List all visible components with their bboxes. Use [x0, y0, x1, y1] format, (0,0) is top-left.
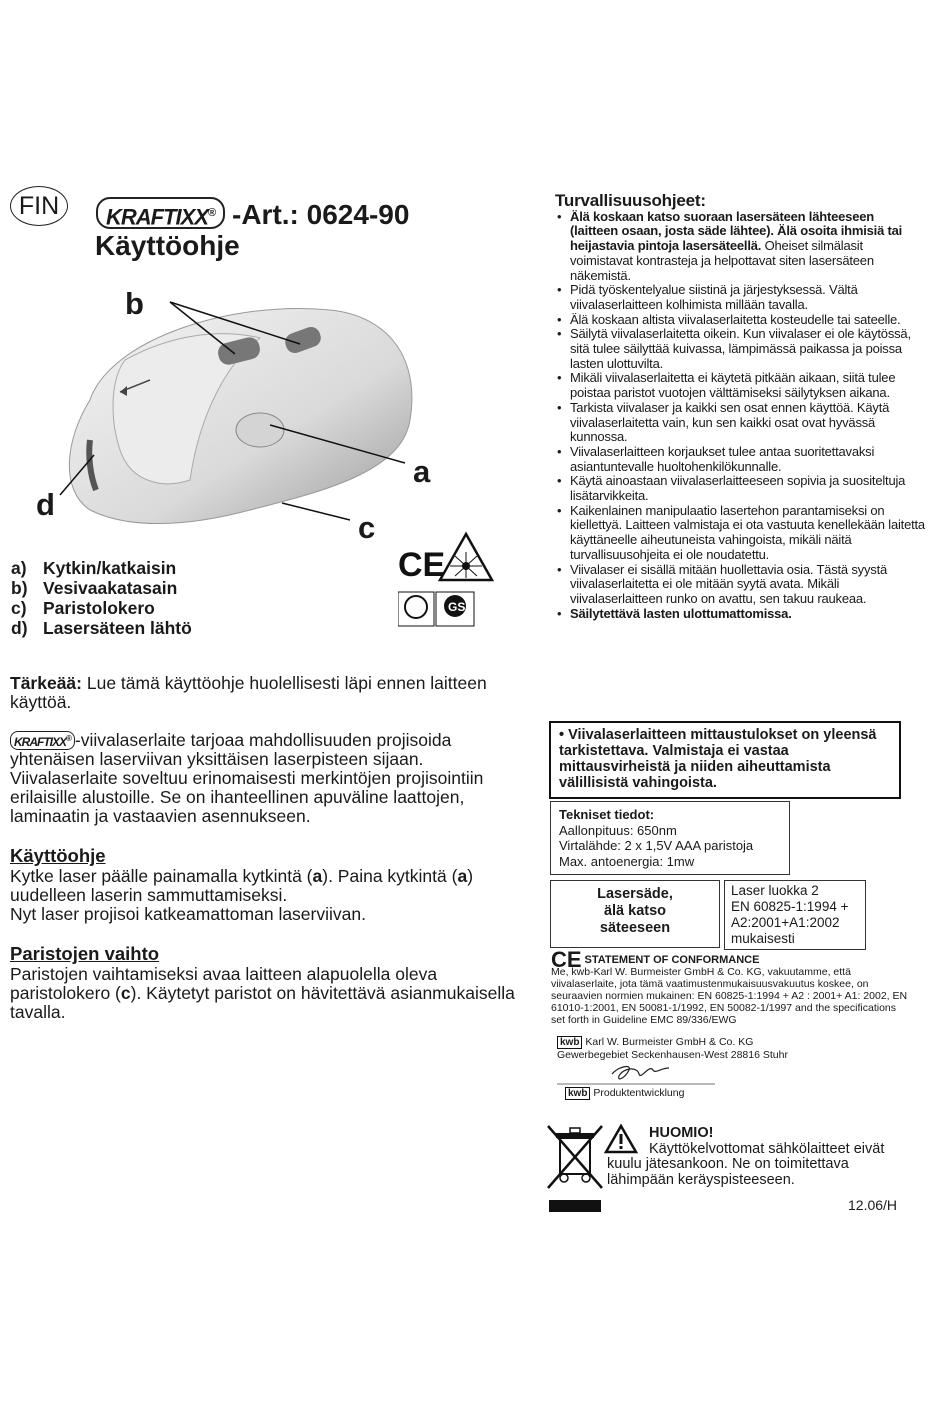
- parts-list: [11, 558, 192, 638]
- description: [10, 731, 530, 826]
- laser-warning-box: Lasersäde, älä katso säteeseen: [550, 880, 720, 948]
- safety-item: • Tarkista viivalaser ja kaikki sen osat ennen käyttöä. Käytä viivalaserlaitetta vain, kun sen kaikki osat ovat hyvässä kunnossa.: [555, 401, 925, 445]
- safety-item: • Mikäli viivalaserlaitetta ei käytetä pitkään aikaan, siitä tulee poistaa paristot vuotojen välttämiseksi säilytyksen aikana.: [555, 371, 925, 400]
- parts-key: b): [11, 578, 28, 598]
- callout-d: d: [36, 487, 55, 522]
- safety-item: • Käytä ainoastaan viivalaserlaitteeseen sopivia ja suositeltuja lisätarvikkeita.: [555, 474, 925, 503]
- callout-a: a: [413, 454, 431, 489]
- safety-item: • Älä koskaan altista viivalaserlaitetta kosteudelle tai sateelle.: [555, 313, 925, 328]
- parts-key: a): [11, 558, 27, 578]
- disposal-notice: [607, 1126, 887, 1188]
- callout-b: b: [125, 286, 144, 321]
- brand-name: KRAFTIXX: [106, 204, 208, 230]
- ce-mark: CE: [398, 546, 446, 584]
- signature: [557, 1060, 717, 1088]
- brand-logo-inline: [10, 731, 75, 750]
- safety-item: • Älä koskaan katso suoraan lasersäteen lähteeseen (laitteen osaan, josta säde lähtee). Älä osoita ihmisiä tai heijastavia pintoja lasersäteellä. Oheiset silmälasit voimistavat kontrasteja ja helpottavat siten lasersäteen näkemistä.: [555, 210, 925, 284]
- parts-item: [11, 598, 192, 618]
- safety-item: • Säilytä viivalaserlaitetta oikein. Kun viivalaser ei ole käytössä, sitä tulee säilyttää kuivassa, lämpimässä paikassa ja poissa lasten ulottuvilta.: [555, 327, 925, 371]
- usage-heading: Käyttöohje: [10, 845, 106, 866]
- safety-item: • Viivalaserlaitteen korjaukset tulee antaa suoritettavaksi asiantuntevalle huoltohenkilökunnalle.: [555, 445, 925, 474]
- kwb-logo: kwb: [557, 1036, 582, 1049]
- parts-label: Vesivaakatasain: [43, 578, 178, 598]
- brand-name: KRAFTIXX: [14, 735, 66, 749]
- technical-data-line: Aallonpituus: 650nm: [559, 822, 677, 838]
- parts-label: Kytkin/katkaisin: [43, 558, 177, 578]
- company-address: kwb Karl W. Burmeister GmbH & Co. KG Gewerbegebiet Seckenhausen-West 28816 Stuhr: [557, 1036, 788, 1061]
- important-label: Tärkeää:: [10, 673, 82, 693]
- parts-label: Lasersäteen lähtö: [43, 618, 192, 638]
- instructions-column: [10, 674, 530, 1022]
- parts-item: [11, 578, 192, 598]
- parts-key: c): [11, 598, 27, 618]
- registered-mark: ®: [66, 734, 71, 743]
- kwb-logo: kwb: [565, 1087, 590, 1100]
- department: kwb Produktentwicklung: [565, 1087, 684, 1100]
- document-code: 12.06/H: [848, 1197, 898, 1213]
- safety-item: • Pidä työskentelyalue siistinä ja järjestyksessä. Vältä viivalaserlaitteen kolhimista millään tavalla.: [555, 283, 925, 312]
- safety-heading: Turvallisuusohjeet:: [555, 191, 706, 210]
- safety-instructions: [555, 191, 925, 621]
- technical-data-heading: Tekniset tiedot:: [559, 807, 655, 822]
- conformance-heading: STATEMENT OF CONFORMANCE: [584, 954, 760, 966]
- language-badge: FIN: [10, 186, 68, 226]
- ce-mark: CE: [551, 947, 582, 973]
- safety-item: • Viivalaser ei sisällä mitään huollettavia osia. Tästä syystä viivalaserlaitetta ei ole mitään syytä avata. Mikäli viivalaserlaitteen runko on avattu, sen takuu raukeaa.: [555, 563, 925, 607]
- safety-item: • Kaikenlainen manipulaatio lasertehon parantamiseksi on kiellettyä. Laitteen valmistaja ei ota vastuuta kenellekään laitetta käyttäneelle aiheutuneista vahingoista, mikäli näitä turvallisuusohjeita ei ole noudatettu.: [555, 504, 925, 563]
- parts-item: [11, 618, 192, 638]
- parts-key: d): [11, 618, 28, 638]
- product-illustration: [30, 280, 450, 560]
- safety-item: • Säilytettävä lasten ulottumattomissa.: [555, 607, 925, 622]
- important-note: [10, 674, 530, 712]
- usage-text: Kytke laser päälle painamalla kytkintä (a). Paina kytkintä (a) uudelleen laserin sammuttamiseksi. Nyt laser projisoi katkeamattoman laserviivan.: [10, 866, 474, 924]
- battery-heading: Paristojen vaihto: [10, 943, 160, 964]
- battery-text: Paristojen vaihtamiseksi avaa laitteen alapuolella oleva paristolokero (c). Käytetyt paristot on hävitettävä asianmukaisella tavalla.: [10, 964, 515, 1022]
- page-title: Käyttöohje: [95, 230, 240, 261]
- description-text: -viivalaserlaite tarjoaa mahdollisuuden projisoida yhtenäisen laserviivan yksittäisen laserpisteen sijaan. Viivalaserlaite soveltuu erinomaisesti merkintöjen projisointiin erilaisille alustoille. Se on ihanteellinen apuväline laattojen, laminaatin ja vastaavien asennukseen.: [10, 730, 484, 826]
- measurement-warning-box: • Viivalaserlaitteen mittaustulokset on yleensä tarkistettava. Valmistaja ei vastaa mittausvirheistä ja niiden aiheuttamista välillisistä vahingoista.: [549, 721, 901, 799]
- black-bar: [549, 1200, 601, 1212]
- laser-class-box: Laser luokka 2 EN 60825-1:1994 + A2:2001+A1:2002 mukaisesti: [724, 880, 866, 950]
- article-number: -Art.: 0624-90: [232, 199, 410, 230]
- weee-bin-icon: [546, 1124, 606, 1192]
- brand-logo: [96, 197, 225, 229]
- conformance-text: Me, kwb-Karl W. Burmeister GmbH & Co. KG, vakuutamme, että viivalaserlaite, jota tämä vaatimustenmukaisuusvakuutus koskee, on seuraavien normien mukainen: EN 60825-1:1994 + A2 : 2001+ A1: 2002, EN 61010-1:2001, EN 50081-1/1992, EN 50082-1/1997 and the specifications set forth in Guideline EMC 89/336/EWG: [551, 966, 908, 1027]
- disposal-text: Käyttökelvottomat sähkölaitteet eivät kuulu jätesankoon. Ne on toimitettava lähimpään keräyspisteeseen.: [607, 1140, 885, 1188]
- disposal-title: HUOMIO!: [649, 1125, 714, 1141]
- parts-label: Paristolokero: [43, 598, 155, 618]
- technical-data-line: Max. antoenergia: 1mw: [559, 853, 695, 869]
- tuv-icon: [398, 592, 434, 626]
- technical-data-box: [550, 801, 790, 875]
- certification-marks: [398, 530, 494, 630]
- registered-mark: ®: [208, 207, 216, 219]
- parts-item: [11, 558, 192, 578]
- callout-c: c: [358, 510, 376, 545]
- usage-text-2: Nyt laser projisoi katkeamattoman laserviivan.: [10, 904, 366, 924]
- conformance-statement: [551, 947, 911, 1027]
- svg-text:GS: GS: [448, 600, 466, 614]
- important-text: Lue tämä käyttöohje huolellisesti läpi ennen laitteen käyttöä.: [10, 673, 487, 712]
- technical-data-line: Virtalähde: 2 x 1,5V AAA paristoja: [559, 838, 754, 853]
